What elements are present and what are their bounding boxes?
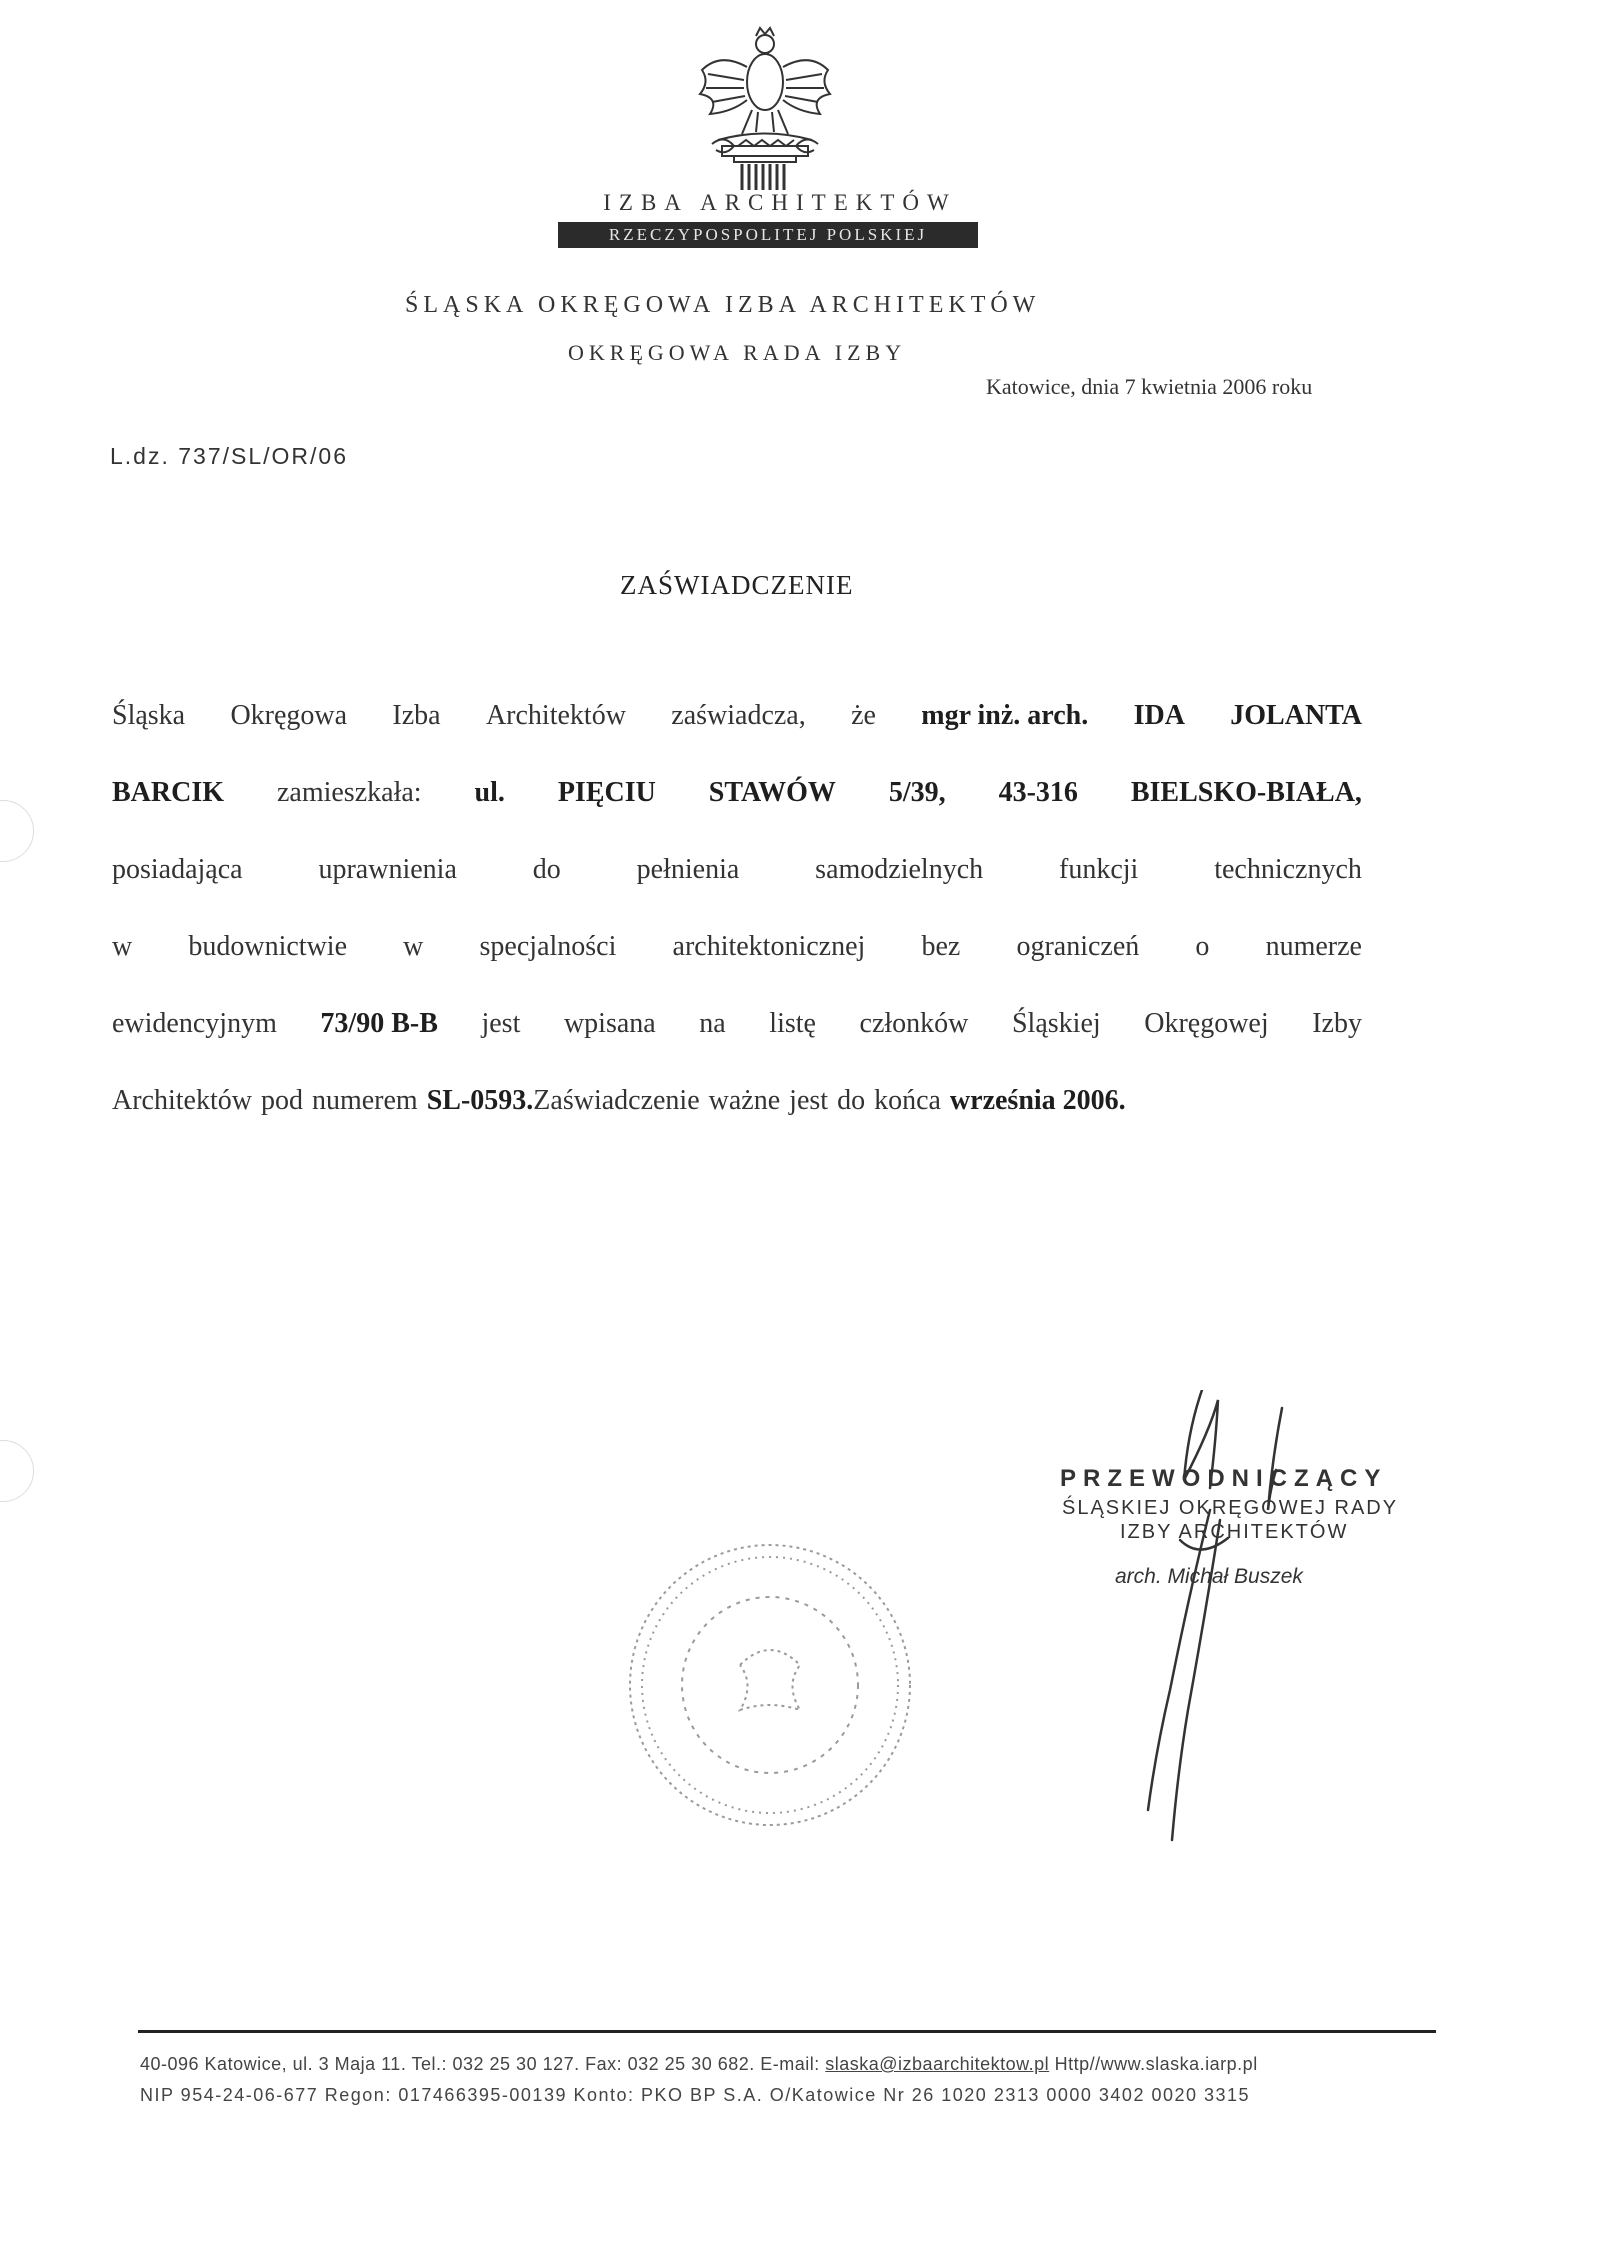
reference-number: L.dz. 737/SL/OR/06 (110, 443, 349, 469)
first-name: IDA (1133, 700, 1185, 731)
signatory-council: ŚLĄSKIEJ OKRĘGOWEJ RADY (1062, 1497, 1399, 1519)
council-name: OKRĘGOWA RADA IZBY (568, 340, 907, 365)
signatory-role: PRZEWODNICZĄCY (1060, 1465, 1388, 1492)
punch-hole-mark (0, 800, 34, 862)
footer-contact: 40-096 Katowice, ul. 3 Maja 11. Tel.: 032 25 30 127. Fax: 032 25 30 682. E-mail: slaska@izbaarchitektow.pl Http//www.slaska.iarp.pl (140, 2054, 1258, 2074)
chamber-name: ŚLĄSKA OKRĘGOWA IZBA ARCHITEKTÓW (405, 292, 1041, 318)
certificate-body (112, 700, 1362, 1162)
body-line: Śląska Okręgowa Izba Architektów zaświadcza, że mgr inż. arch. IDA JOLANTA (112, 700, 1362, 740)
signatory-chamber: IZBY ARCHITEKTÓW (1120, 1521, 1349, 1543)
website-link[interactable]: Http//www.slaska.iarp.pl (1049, 2054, 1258, 2074)
validity-date: września 2006. (949, 1085, 1126, 1116)
footer-bank-details: NIP 954-24-06-677 Regon: 017466395-00139 Konto: PKO BP S.A. O/Katowice Nr 26 1020 2313 0000 3402 0020 3315 (140, 2085, 1251, 2105)
handwritten-signature (1060, 1390, 1300, 1850)
surname: BARCIK (112, 777, 225, 808)
round-stamp-icon (620, 1535, 920, 1835)
signatory-name: arch. Michał Buszek (1115, 1565, 1303, 1588)
body-line: ewidencyjnym 73/90 B-B jest wpisana na listę członków Śląskiej Okręgowej Izby (112, 1008, 1362, 1048)
date-line: Katowice, dnia 7 kwietnia 2006 roku (986, 374, 1313, 399)
body-line: w budownictwie w specjalności architektonicznej bez ograniczeń o numerze (112, 931, 1362, 962)
document-title: ZAŚWIADCZENIE (620, 570, 854, 600)
footer-divider (138, 2030, 1436, 2033)
eagle-emblem-icon (690, 22, 840, 192)
institution-name: IZBA ARCHITEKTÓW (603, 190, 957, 215)
body-line: Architektów pod numerem SL-0593. Zaświadczenie ważne jest do końca września 2006. (112, 1085, 1362, 1125)
body-line: BARCIK zamieszkała: ul. PIĘCIU STAWÓW 5/39, 43-316 BIELSKO-BIAŁA, (112, 777, 1362, 817)
member-number: SL-0593. (426, 1085, 534, 1116)
degree: mgr inż. arch. (921, 700, 1089, 731)
email-link[interactable]: slaska@izbaarchitektow.pl (825, 2054, 1050, 2074)
middle-name: JOLANTA (1230, 700, 1362, 731)
license-number: 73/90 B-B (320, 1008, 438, 1039)
punch-hole-mark (0, 1440, 34, 1502)
institution-band: RZECZYPOSPOLITEJ POLSKIEJ (558, 222, 978, 248)
body-line: posiadająca uprawnienia do pełnienia samodzielnych funkcji technicznych (112, 854, 1362, 885)
city: BIELSKO-BIAŁA, (1130, 777, 1362, 808)
